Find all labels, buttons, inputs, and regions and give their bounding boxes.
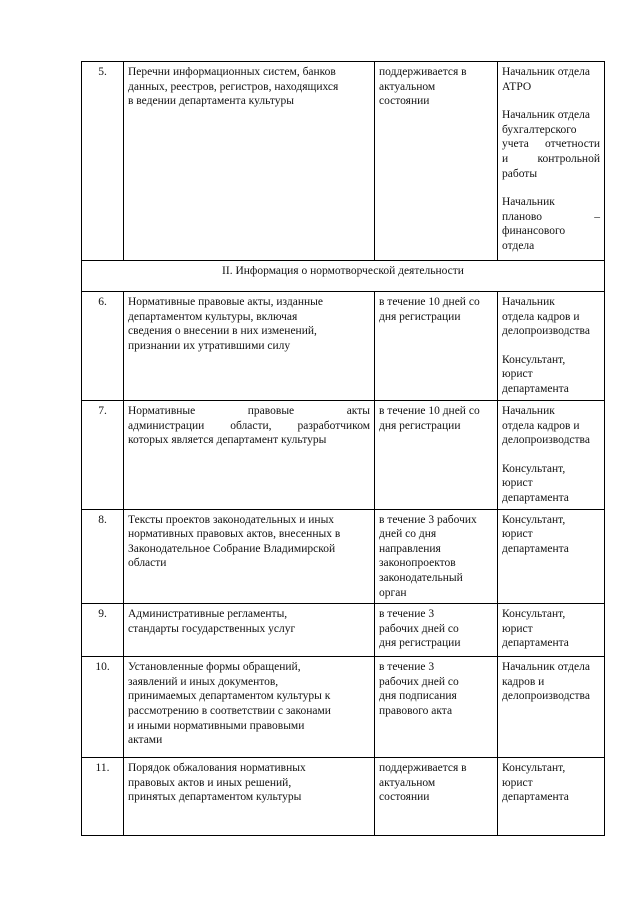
table-row xyxy=(82,657,605,758)
term-line: актуальном xyxy=(379,80,436,93)
responsible-line: Начальник xyxy=(502,196,555,209)
responsible-line: делопроизводства xyxy=(502,690,590,703)
info-line: и иными нормативными правовыми xyxy=(128,719,305,732)
responsible-person xyxy=(502,761,600,805)
responsible-line: департамента xyxy=(502,491,569,504)
responsible-line: департамента xyxy=(502,382,569,395)
term-line: рабочих дней со xyxy=(379,675,459,688)
responsible-person xyxy=(502,462,600,506)
term-cell xyxy=(375,292,498,401)
responsible-line: Консультант, xyxy=(502,353,566,366)
row-number: 8. xyxy=(82,509,124,604)
info-line: правовых актов и иных решений, xyxy=(128,776,292,789)
term-line: в течение 10 дней со xyxy=(379,296,480,308)
section-title: II. Информация о нормотворческой деятельности xyxy=(82,261,605,292)
term-line: орган xyxy=(379,586,407,599)
responsible-person xyxy=(502,195,600,253)
responsible-person xyxy=(502,660,600,704)
info-line: принимаемых департаментом культуры к xyxy=(128,690,331,703)
responsible-person xyxy=(502,607,600,651)
row-number: 5. xyxy=(82,62,124,261)
info-line: Порядок обжалования нормативных xyxy=(128,762,306,775)
term-line: актуальном xyxy=(379,776,436,789)
row-number: 11. xyxy=(82,758,124,836)
responsible-cell xyxy=(498,401,605,510)
responsible-line: отдела кадров и xyxy=(502,310,580,323)
term-cell xyxy=(375,509,498,604)
responsible-cell xyxy=(498,509,605,604)
responsible-line: Консультант, xyxy=(502,513,566,526)
responsible-person xyxy=(502,353,600,397)
term-line: правового акта xyxy=(379,704,453,717)
table-body-section-1 xyxy=(82,62,605,261)
term-cell xyxy=(375,62,498,261)
responsible-cell xyxy=(498,657,605,758)
responsible-line: отдела xyxy=(502,239,535,252)
term-line: законопроектов xyxy=(379,557,456,570)
responsible-person xyxy=(502,65,600,94)
responsible-line: делопроизводства xyxy=(502,434,590,447)
info-line: которых является департамент культуры xyxy=(128,434,327,447)
responsible-line: Начальник отдела xyxy=(502,661,590,674)
table-row xyxy=(82,758,605,836)
responsible-line: департамента xyxy=(502,791,569,804)
responsible-line: и контрольной xyxy=(502,152,600,165)
responsible-line: юрист xyxy=(502,622,533,635)
info-line: актами xyxy=(128,734,163,747)
term-line: в течение 3 xyxy=(379,608,435,621)
responsible-line: Начальник отдела xyxy=(502,109,590,122)
term-line: дня регистрации xyxy=(379,419,461,432)
info-line: департаментом культуры, включая xyxy=(128,310,298,323)
responsible-cell xyxy=(498,292,605,401)
info-cell xyxy=(124,401,375,510)
term-line: состоянии xyxy=(379,791,430,804)
table-body-section-2 xyxy=(82,292,605,836)
responsible-line: планово – xyxy=(502,210,600,223)
responsible-line: кадров и xyxy=(502,675,545,688)
info-line: заявлений и иных документов, xyxy=(128,675,279,688)
term-cell xyxy=(375,604,498,657)
info-line: в ведении департамента культуры xyxy=(128,95,294,108)
info-line: Нормативные правовые акты, изданные xyxy=(128,296,323,308)
info-cell xyxy=(124,657,375,758)
row-number: 7. xyxy=(82,401,124,510)
info-cell xyxy=(124,604,375,657)
info-line: Нормативные правовые акты xyxy=(128,405,370,417)
responsible-line: Консультант, xyxy=(502,762,566,775)
table-row xyxy=(82,292,605,401)
term-cell xyxy=(375,657,498,758)
responsible-line: юрист xyxy=(502,528,533,541)
term-line: в течение 3 рабочих xyxy=(379,513,477,526)
responsible-person xyxy=(502,108,600,181)
responsible-line: работы xyxy=(502,167,538,180)
info-line: администрации области, разработчиком xyxy=(128,419,370,432)
responsible-cell xyxy=(498,758,605,836)
info-cell xyxy=(124,509,375,604)
info-line: Административные регламенты, xyxy=(128,608,288,621)
table-row xyxy=(82,401,605,510)
responsibility-table xyxy=(81,61,605,836)
term-line: поддерживается в xyxy=(379,762,467,775)
info-line: Тексты проектов законодательных и иных xyxy=(128,513,335,526)
responsible-line: департамента xyxy=(502,637,569,650)
info-cell xyxy=(124,62,375,261)
responsible-line: Консультант, xyxy=(502,608,566,621)
term-line: направления xyxy=(379,542,441,555)
term-line: дня регистрации xyxy=(379,310,461,323)
responsible-line: юрист xyxy=(502,776,533,789)
info-line: принятых департаментом культуры xyxy=(128,791,302,804)
table-row xyxy=(82,509,605,604)
responsible-line: отдела кадров и xyxy=(502,419,580,432)
responsible-person xyxy=(502,404,600,448)
term-cell xyxy=(375,401,498,510)
info-line: Установленные формы обращений, xyxy=(128,661,301,674)
term-line: в течение 10 дней со xyxy=(379,405,480,417)
responsible-line: юрист xyxy=(502,368,533,381)
responsible-line: Начальник xyxy=(502,296,555,308)
term-line: дня подписания xyxy=(379,690,457,703)
responsible-line: АТРО xyxy=(502,80,532,93)
info-cell xyxy=(124,758,375,836)
responsible-person xyxy=(502,513,600,557)
info-line: признании их утратившими силу xyxy=(128,339,291,352)
info-line: рассмотрению в соответствии с законами xyxy=(128,704,331,717)
responsible-line: Начальник xyxy=(502,405,555,417)
info-cell xyxy=(124,292,375,401)
info-line: нормативных правовых актов, внесенных в xyxy=(128,528,341,541)
responsible-line: делопроизводства xyxy=(502,325,590,338)
table-row xyxy=(82,62,605,261)
row-number: 10. xyxy=(82,657,124,758)
responsible-line: учета отчетности xyxy=(502,138,600,151)
info-line: стандарты государственных услуг xyxy=(128,622,296,635)
responsible-line: Начальник отдела xyxy=(502,66,590,78)
responsible-line: бухгалтерского xyxy=(502,123,577,136)
term-line: дня регистрации xyxy=(379,637,461,650)
info-line: Перечни информационных систем, банков xyxy=(128,66,336,78)
responsible-line: юрист xyxy=(502,477,533,490)
term-line: в течение 3 xyxy=(379,661,435,674)
responsible-cell xyxy=(498,62,605,261)
responsible-line: департамента xyxy=(502,542,569,555)
term-cell xyxy=(375,758,498,836)
responsible-line: финансового xyxy=(502,225,566,238)
section-header xyxy=(82,261,605,292)
term-line: поддерживается в xyxy=(379,66,467,78)
info-line: сведения о внесении в них изменений, xyxy=(128,325,317,338)
term-line: рабочих дней со xyxy=(379,622,459,635)
term-line: дней со дня xyxy=(379,528,437,541)
responsible-line: Консультант, xyxy=(502,462,566,475)
responsible-cell xyxy=(498,604,605,657)
info-line: Законодательное Собрание Владимирской xyxy=(128,542,336,555)
row-number: 9. xyxy=(82,604,124,657)
info-line: области xyxy=(128,557,167,570)
responsible-person xyxy=(502,295,600,339)
term-line: законодательный xyxy=(379,571,463,584)
term-line: состоянии xyxy=(379,95,430,108)
info-line: данных, реестров, регистров, находящихся xyxy=(128,80,339,93)
table-row xyxy=(82,604,605,657)
row-number: 6. xyxy=(82,292,124,401)
